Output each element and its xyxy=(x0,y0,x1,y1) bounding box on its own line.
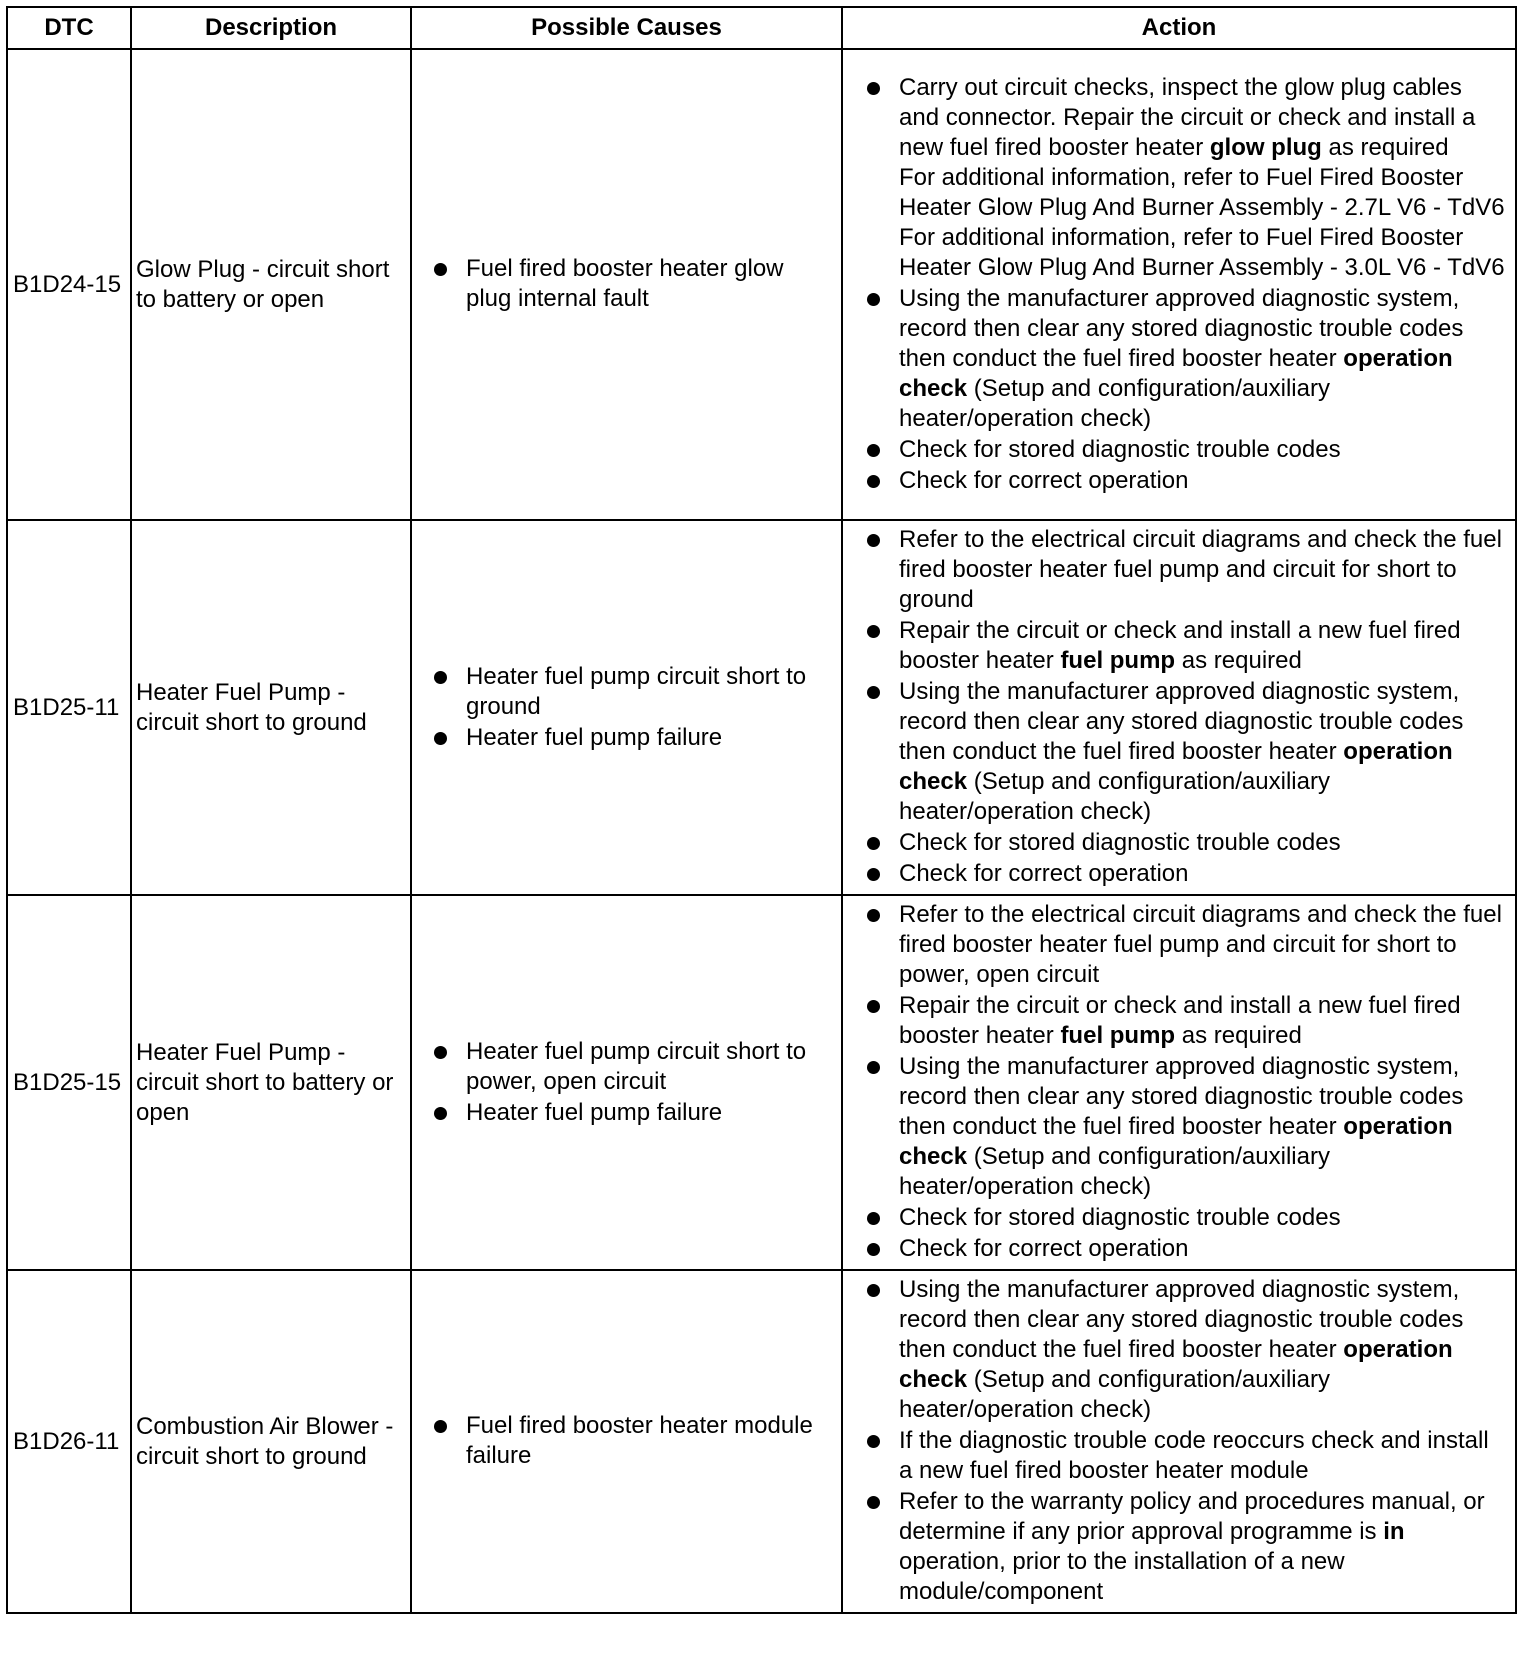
cause-item: Heater fuel pump failure xyxy=(432,723,833,753)
causes-cell xyxy=(411,49,842,520)
header-description: Description xyxy=(131,7,411,49)
cause-item: Fuel fired booster heater module failure xyxy=(432,1411,833,1471)
table-row xyxy=(7,520,1516,895)
action-cell xyxy=(842,895,1516,1270)
action-cell xyxy=(842,1270,1516,1613)
description-cell: Combustion Air Blower - circuit short to ground xyxy=(131,1270,411,1613)
action-item: Check for stored diagnostic trouble codes xyxy=(865,1203,1505,1233)
action-item: Check for correct operation xyxy=(865,859,1505,889)
cause-item: Fuel fired booster heater glow plug internal fault xyxy=(432,254,833,314)
dtc-code: B1D25-11 xyxy=(7,520,131,895)
action-reference: For additional information, refer to Fuel Fired Booster Heater Glow Plug And Burner Assembly - 2.7L V6 - TdV6 xyxy=(899,163,1505,221)
header-action: Action xyxy=(842,7,1516,49)
action-reference: For additional information, refer to Fuel Fired Booster Heater Glow Plug And Burner Assembly - 3.0L V6 - TdV6 xyxy=(899,223,1505,281)
description-cell: Heater Fuel Pump - circuit short to battery or open xyxy=(131,895,411,1270)
action-item: Repair the circuit or check and install a new fuel fired booster heater fuel pump as required xyxy=(865,616,1505,676)
causes-cell xyxy=(411,895,842,1270)
cause-item: Heater fuel pump failure xyxy=(432,1098,833,1128)
description-cell: Glow Plug - circuit short to battery or open xyxy=(131,49,411,520)
dtc-code: B1D24-15 xyxy=(7,49,131,520)
description-cell: Heater Fuel Pump - circuit short to ground xyxy=(131,520,411,895)
causes-cell xyxy=(411,520,842,895)
action-item: Using the manufacturer approved diagnostic system, record then clear any stored diagnostic trouble codes then conduct the fuel fired booster heater operation check (Setup and configuration/auxiliary heater/operation check) xyxy=(865,1052,1505,1202)
action-item: Using the manufacturer approved diagnostic system, record then clear any stored diagnostic trouble codes then conduct the fuel fired booster heater operation check (Setup and configuration/auxiliary heater/operation check) xyxy=(865,677,1505,827)
action-item: Using the manufacturer approved diagnostic system, record then clear any stored diagnostic trouble codes then conduct the fuel fired booster heater operation check (Setup and configuration/auxiliary heater/operation check) xyxy=(865,1275,1505,1425)
action-item: Repair the circuit or check and install a new fuel fired booster heater fuel pump as required xyxy=(865,991,1505,1051)
causes-cell xyxy=(411,1270,842,1613)
table-row xyxy=(7,49,1516,520)
cause-item: Heater fuel pump circuit short to power, open circuit xyxy=(432,1037,833,1097)
dtc-table xyxy=(6,6,1517,1614)
action-item: If the diagnostic trouble code reoccurs check and install a new fuel fired booster heater module xyxy=(865,1426,1505,1486)
table-row xyxy=(7,1270,1516,1613)
action-cell xyxy=(842,49,1516,520)
action-item xyxy=(865,73,1505,283)
action-item: Refer to the warranty policy and procedures manual, or determine if any prior approval programme is in operation, prior to the installation of a new module/component xyxy=(865,1487,1505,1607)
header-row xyxy=(7,7,1516,49)
table-row xyxy=(7,895,1516,1270)
action-item: Check for stored diagnostic trouble codes xyxy=(865,828,1505,858)
action-item: Check for correct operation xyxy=(865,466,1505,496)
action-text: Carry out circuit checks, inspect the glow plug cables and connector. Repair the circuit or check and install a new fuel fired booster heater glow plug as required xyxy=(899,73,1476,161)
action-item: Check for stored diagnostic trouble codes xyxy=(865,435,1505,465)
action-cell xyxy=(842,520,1516,895)
header-possible-causes: Possible Causes xyxy=(411,7,842,49)
action-item: Refer to the electrical circuit diagrams and check the fuel fired booster heater fuel pump and circuit for short to power, open circuit xyxy=(865,900,1505,990)
action-item: Refer to the electrical circuit diagrams and check the fuel fired booster heater fuel pump and circuit for short to ground xyxy=(865,525,1505,615)
header-dtc: DTC xyxy=(7,7,131,49)
dtc-code: B1D25-15 xyxy=(7,895,131,1270)
action-item: Check for correct operation xyxy=(865,1234,1505,1264)
cause-item: Heater fuel pump circuit short to ground xyxy=(432,662,833,722)
dtc-code: B1D26-11 xyxy=(7,1270,131,1613)
action-item: Using the manufacturer approved diagnostic system, record then clear any stored diagnostic trouble codes then conduct the fuel fired booster heater operation check (Setup and configuration/auxiliary heater/operation check) xyxy=(865,284,1505,434)
